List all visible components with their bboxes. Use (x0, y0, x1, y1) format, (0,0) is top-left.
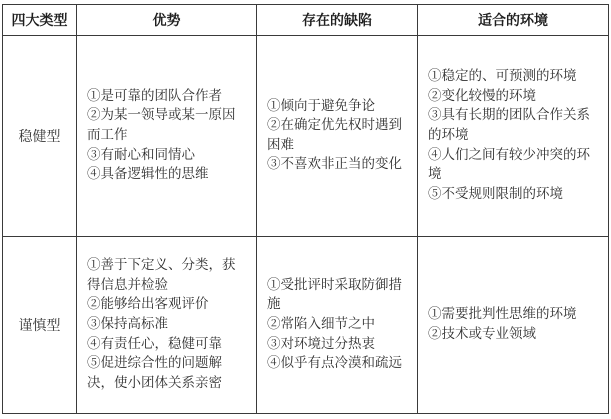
advantages-cell (77, 36, 257, 237)
list-item: ①稳定的、可预测的环境 (428, 68, 577, 85)
list-item: ③对环境过分热衷 (267, 335, 375, 352)
header-advantages: 优势 (77, 5, 257, 36)
environments-cell (418, 36, 609, 237)
header-environments: 适合的环境 (418, 5, 609, 36)
advantages-cell (77, 236, 257, 413)
list-item: ⑤促进综合性的问题解决，使小团体关系亲密 (87, 355, 222, 391)
defects-cell (257, 36, 418, 237)
header-defects: 存在的缺陷 (257, 5, 418, 36)
header-type: 四大类型 (3, 5, 77, 36)
list-item: ①是可靠的团队合作者 (87, 87, 222, 104)
list-item: ①善于下定义、分类，获得信息并检验 (87, 257, 236, 293)
list-item: ①受批评时采取防御措施 (267, 276, 402, 313)
list-item: ②技术或专业领域 (428, 325, 536, 342)
list-item: ③不喜欢非正当的变化 (267, 156, 402, 173)
table-row (3, 236, 609, 413)
list-item: ①需要批判性思维的环境 (428, 306, 577, 323)
list-item: ③具有长期的团队合作关系的环境 (428, 107, 590, 143)
list-item: ④有责任心，稳健可靠 (87, 335, 222, 352)
list-item: ②为某一领导或某一原因而工作 (87, 107, 236, 143)
table-row (3, 36, 609, 237)
type-label: 谨慎型 (3, 236, 77, 413)
list-item: ②能够给出客观评价 (87, 296, 209, 313)
list-item: ⑤不受规则限制的环境 (428, 185, 563, 202)
comparison-table (2, 4, 609, 414)
list-item: ①倾向于避免争论 (267, 97, 375, 114)
list-item: ②在确定优先权时遇到困难 (267, 117, 402, 153)
list-item: ②变化较慢的环境 (428, 87, 536, 104)
list-item: ③有耐心和同情心 (87, 146, 195, 163)
list-item: ②常陷入细节之中 (267, 315, 375, 332)
list-item: ④似乎有点冷漠和疏远 (267, 355, 402, 372)
environments-cell (418, 236, 609, 413)
type-label: 稳健型 (3, 36, 77, 237)
list-item: ④人们之间有较少冲突的环境 (428, 146, 590, 183)
defects-cell (257, 236, 418, 413)
list-item: ④具备逻辑性的思维 (87, 166, 209, 183)
header-row (3, 5, 609, 36)
list-item: ③保持高标准 (87, 315, 168, 332)
